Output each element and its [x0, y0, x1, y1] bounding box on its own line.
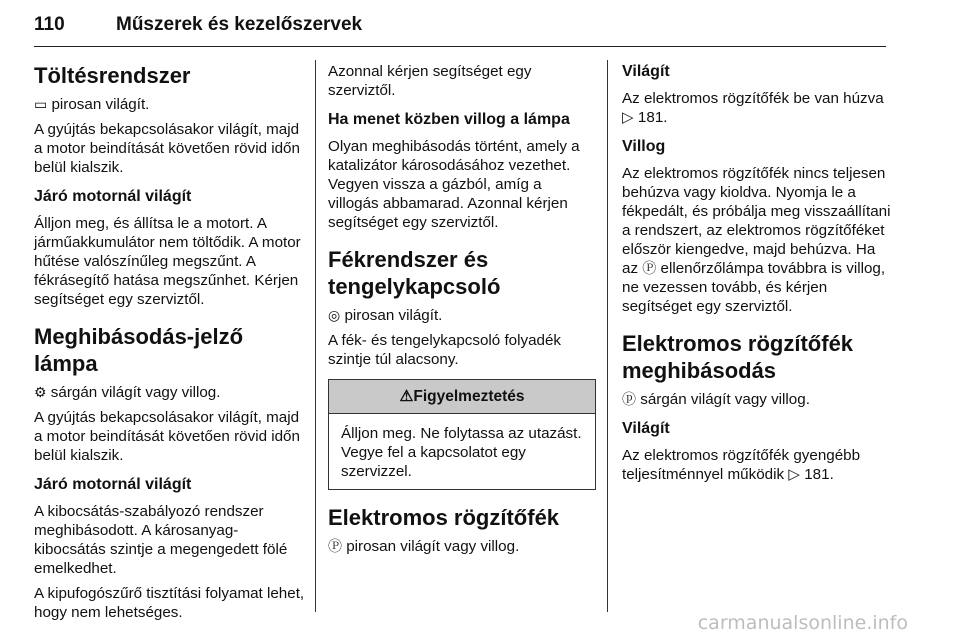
page-reference[interactable]: 181.	[637, 109, 668, 126]
brake-icon: ◎	[328, 307, 341, 323]
lit2-text: Az elektromos rögzítőfék gyengébb teljesítménnyel működik ▷ 181.	[622, 447, 861, 483]
brake-status: ◎ pirosan világít.	[328, 307, 443, 324]
reference-arrow-icon: ▷	[788, 466, 800, 483]
running-engine-text-2: A kibocsátás-szabályozó rendszer meghibásodott. A károsanyag-kibocsátás szintje a megengedett fölé emelkedhet.	[34, 503, 288, 577]
warning-text: Álljon meg. Ne folytassa az utazást. Vegye fel a kapcsolatot egy szervizzel.	[341, 425, 582, 480]
warning-title: Figyelmeztetés	[413, 388, 525, 405]
service-text: Azonnal kérjen segítséget egy szerviztől.	[328, 63, 532, 99]
reference-arrow-icon: ▷	[622, 109, 634, 126]
watermark: carmanualsonline.info	[697, 612, 908, 634]
parking-brake-icon: Ⓟ	[642, 260, 657, 276]
heading-epb-fault: Elektromos rögzítőfék meghibásodás	[622, 331, 854, 383]
epb-status: Ⓟ pirosan világít vagy villog.	[328, 538, 520, 555]
warning-header	[329, 380, 595, 414]
epb-fault-icon: ⓟ	[622, 391, 636, 407]
column-2	[328, 62, 596, 562]
heading-malfunction-lamp: Meghibásodás-jelző lámpa	[34, 324, 244, 376]
blink-text: Az elektromos rögzítőfék nincs teljesen behúzva vagy kioldva. Nyomja le a fékpedált, és próbálja meg visszaállítani a rendszert, az elektromos rögzítőféket először kiengedve, majd behúzva. Ha az Ⓟ ellenőrzőlámpa továbbra is villog, ne vezessen tovább, és kérjen segítséget egy szerviztől.	[622, 165, 891, 315]
page-number: 110	[34, 14, 65, 35]
battery-icon: ▭	[34, 96, 48, 112]
charging-text: A gyújtás bekapcsolásakor világít, majd a motor beindítását követően rövid időn belül kialszik.	[34, 121, 300, 176]
column-divider	[315, 60, 316, 612]
heading-blink: Villog	[622, 138, 666, 155]
column-3	[622, 62, 892, 490]
heading-flashing: Ha menet közben villog a lámpa	[328, 111, 570, 128]
flashing-text: Olyan meghibásodás történt, amely a katalizátor károsodásához vezethet. Vegyen vissza a gázból, amíg a villogás abbamarad. Azonnal kérjen segítséget egy szerviztől.	[328, 138, 580, 231]
heading-charging-system: Töltésrendszer	[34, 63, 191, 88]
malfunction-status: ⚙ sárgán világít vagy villog.	[34, 384, 221, 401]
lit-text: Az elektromos rögzítőfék be van húzva ▷ 181.	[622, 90, 884, 126]
page-header	[34, 6, 886, 47]
engine-icon: ⚙	[34, 384, 47, 400]
fault-status: ⓟ sárgán világít vagy villog.	[622, 391, 810, 408]
charging-status: ▭ pirosan világít.	[34, 96, 150, 113]
page-reference[interactable]: 181.	[804, 466, 834, 483]
heading-running-engine-2: Járó motornál világít	[34, 476, 192, 493]
warning-box	[328, 379, 596, 490]
heading-epb: Elektromos rögzítőfék	[328, 505, 560, 530]
malfunction-text: A gyújtás bekapcsolásakor világít, majd a motor beindítását követően rövid időn belül kialszik.	[34, 409, 300, 464]
heading-lit: Világít	[622, 63, 670, 80]
brake-text: A fék- és tengelykapcsoló folyadék szintje túl alacsony.	[328, 332, 562, 368]
heading-lit-2: Világít	[622, 420, 670, 437]
heading-brake-clutch: Fékrendszer és tengelykapcsoló	[328, 247, 501, 299]
parking-brake-icon: Ⓟ	[328, 538, 342, 554]
warning-icon: ⚠	[399, 388, 414, 405]
running-engine-text-1: Álljon meg, és állítsa le a motort. A járműakkumulátor nem töltődik. A motor hűtése valószínűleg megszűnt. A fékrásegítő hatása megszűnhet. Kérjen segítséget egy szerviztől.	[34, 215, 301, 308]
page-title: Műszerek és kezelőszervek	[116, 14, 363, 35]
column-divider	[607, 60, 608, 612]
heading-running-engine-1: Járó motornál világít	[34, 188, 192, 205]
filter-text: A kipufogószűrő tisztítási folyamat lehet, hogy nem lehetséges.	[34, 585, 305, 621]
column-1	[34, 62, 308, 628]
